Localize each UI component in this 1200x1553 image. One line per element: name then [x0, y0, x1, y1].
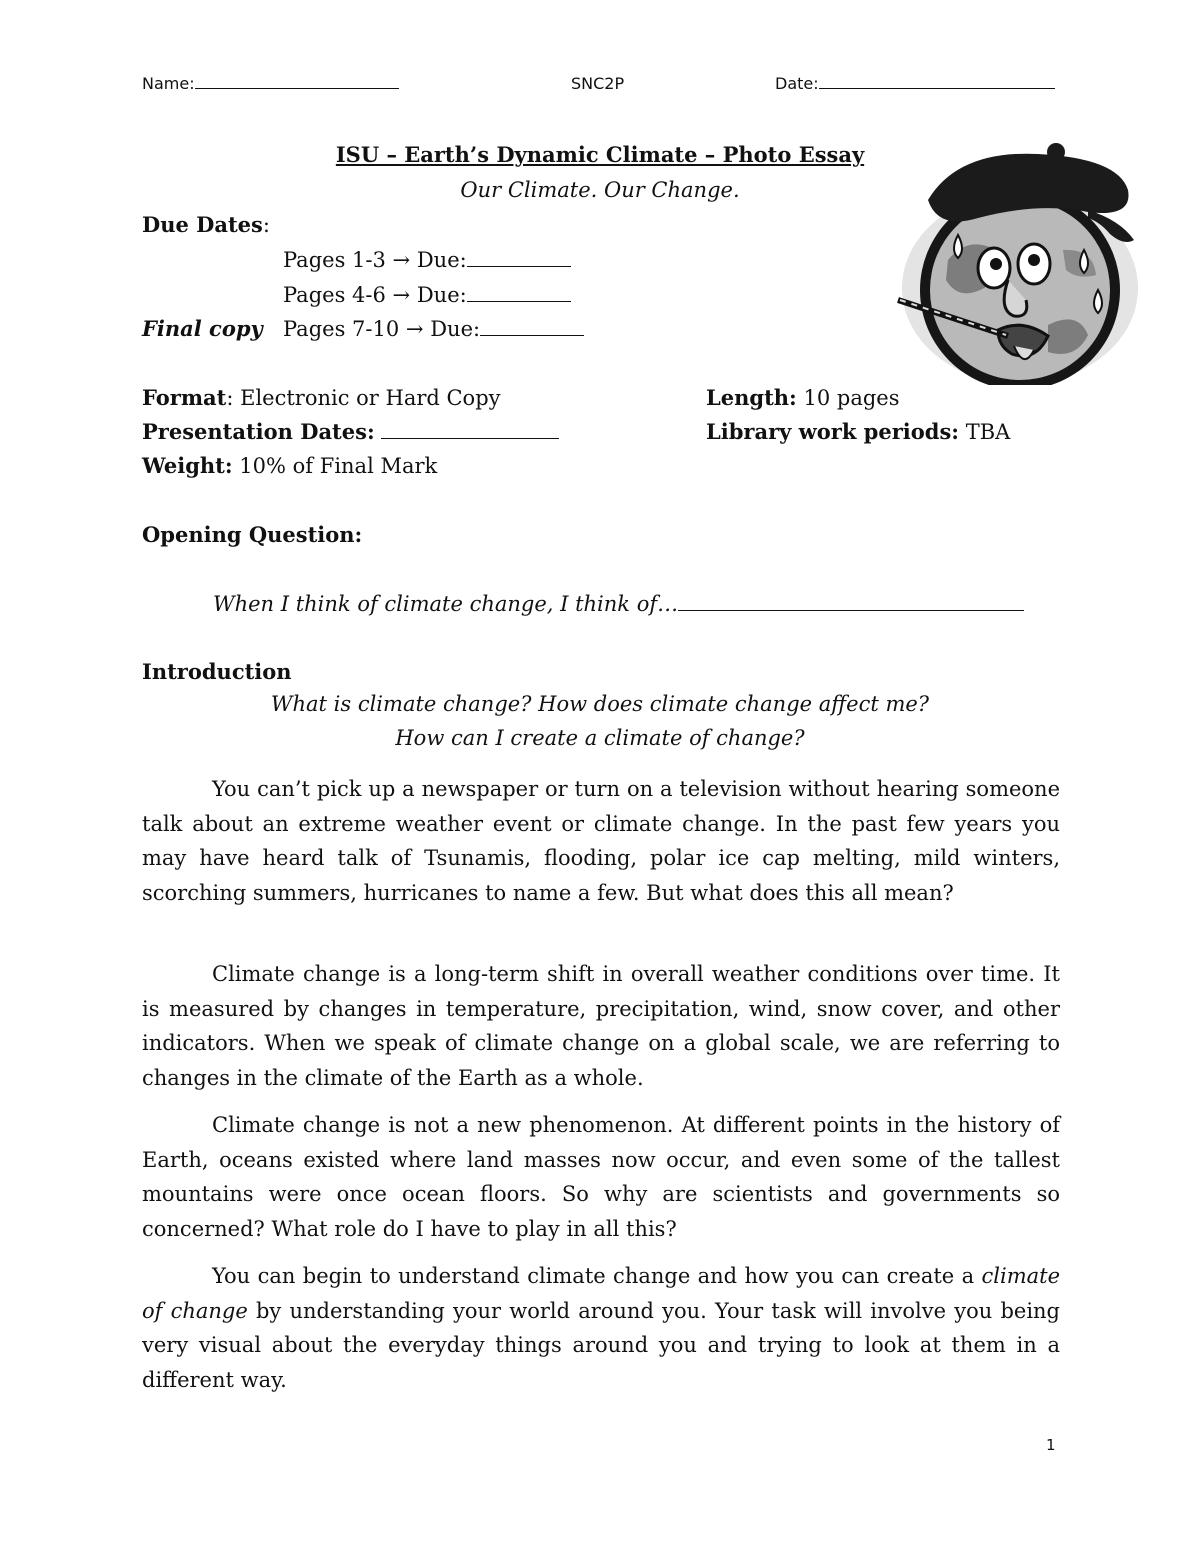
due-row-2: Pages 4-6 → Due:	[283, 278, 571, 312]
due-row-3: Pages 7-10 → Due:	[283, 312, 584, 346]
library-line: Library work periods: TBA	[706, 419, 1011, 444]
presentation-line: Presentation Dates:	[142, 415, 559, 449]
due-blank	[467, 248, 571, 267]
page-number: 1	[1046, 1436, 1056, 1454]
name-field	[142, 74, 399, 93]
due-row-1: Pages 1-3 → Due:	[283, 243, 571, 277]
arrow-icon: →	[392, 248, 411, 272]
format-line: Format: Electronic or Hard Copy	[142, 385, 501, 410]
due-blank	[467, 283, 571, 302]
intro-paragraph-1: You can’t pick up a newspaper or turn on a television without hearing someone talk about an extreme weather event or climate change. In the past few years you may have heard talk of Tsunamis, flooding, polar ice cap melting, mild winters, scorching summers, hurricanes to name a few. But what does this all mean?	[142, 777, 1060, 905]
date-blank	[819, 74, 1055, 89]
opening-question-prompt: When I think of climate change, I think of…	[213, 587, 1024, 621]
opening-question-heading: Opening Question:	[142, 522, 363, 547]
length-line: Length: 10 pages	[706, 385, 900, 410]
due-blank	[480, 317, 584, 336]
answer-blank	[678, 592, 1024, 611]
intro-paragraph-4: You can begin to understand climate change and how you can create a climate of change by understanding your world around you. Your task will involve you being very visual about the everyday things around you and trying to look at them in a different way.	[142, 1264, 1060, 1392]
weight-line: Weight: 10% of Final Mark	[142, 453, 438, 478]
due-dates-heading: Due Dates:	[142, 212, 270, 237]
intro-paragraph-2: Climate change is a long-term shift in overall weather conditions over time. It is measured by changes in temperature, precipitation, wind, snow cover, and other indicators. When we speak of climate change on a global scale, we are referring to changes in the climate of the Earth as a whole.	[142, 962, 1060, 1090]
course-code: SNC2P	[571, 74, 625, 93]
presentation-blank	[381, 420, 559, 439]
document-title: ISU – Earth’s Dynamic Climate – Photo Essay	[335, 142, 865, 167]
arrow-icon: →	[405, 317, 424, 341]
date-field	[775, 74, 1055, 93]
intro-paragraph-3: Climate change is not a new phenomenon. At different points in the history of Earth, oceans existed where land masses now occur, and even some of the tallest mountains were once ocean floors. So why are scientists and governments so concerned? What role do I have to play in all this?	[142, 1113, 1060, 1241]
name-label: Name:	[142, 74, 195, 93]
document-subtitle: Our Climate. Our Change.	[460, 178, 740, 202]
name-blank	[195, 74, 399, 89]
date-label: Date:	[775, 74, 819, 93]
sick-earth-illustration	[888, 140, 1148, 385]
intro-question-2: How can I create a climate of change?	[395, 726, 805, 750]
arrow-icon: →	[392, 283, 411, 307]
intro-question-1: What is climate change? How does climate change affect me?	[270, 692, 930, 716]
introduction-heading: Introduction	[142, 659, 292, 684]
final-copy-label: Final copy	[142, 316, 263, 341]
